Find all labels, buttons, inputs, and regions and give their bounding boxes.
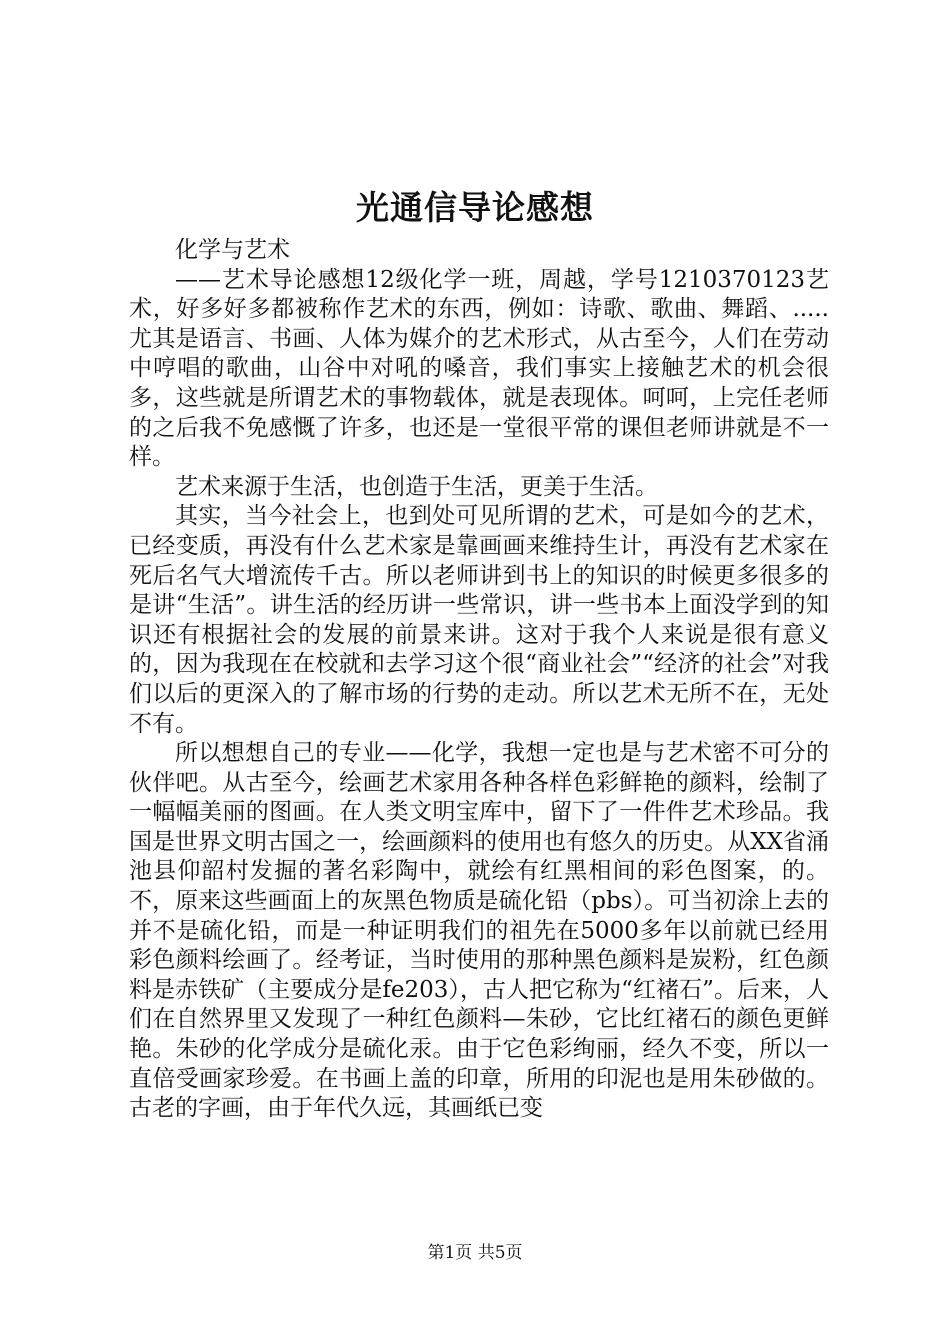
- page-title: 光通信导论感想: [356, 188, 594, 227]
- paragraph-art-source: 艺术来源于生活，也创造于生活，更美于生活。: [175, 473, 658, 500]
- paragraph-society: 其实，当今社会上，也到处可见所谓的艺术，可是如今的艺术，已经变质，再没有什么艺术家是靠画画来维持生计，再没有艺术家在死后名气大增流传千古。所以老师讲到书上的知识的时候更多很多的是讲“生活”。讲生活的经历讲一些常识，讲一些书本上面没学到的知识还有根据社会的发展的前景来讲。这对于我个人来说是很有意义的，因为我现在在校就和去学习这个很“商业社会”“经济的社会”对我们以后的更深入的了解市场的行势的走动。所以艺术无所不在，无处不有。: [129, 503, 829, 737]
- paragraph-chemistry: 所以想想自己的专业——化学，我想一定也是与艺术密不可分的伙伴吧。从古至今，绘画艺术家用各种各样色彩鲜艳的颜料，绘制了一幅幅美丽的图画。在人类文明宝库中，留下了一件件艺术珍品。我国是世界文明古国之一，绘画颜料的使用也有悠久的历史。从XX省涌池县仰韶村发掘的著名彩陶中，就绘有红黑相间的彩色图案，的。不，原来这些画面上的灰黑色物质是硫化铅（pbs）。可当初涂上去的并不是硫化铅，而是一种证明我们的祖先在5000多年以前就已经用彩色颜料绘画了。经考证，当时使用的那种黑色颜料是炭粉，红色颜料是赤铁矿（主要成分是fe203），古人把它称为“红褚石”。后来，人们在自然界里又发现了一种红色颜料—朱砂，它比红褚石的颜色更鲜艳。朱砂的化学成分是硫化汞。由于它色彩绚丽，经久不变，所以一直倍受画家珍爱。在书画上盖的印章，所用的印泥也是用朱砂做的。古老的字画，由于年代久远，其画纸已变: [129, 740, 829, 1122]
- page-footer: 第1页 共5页: [427, 1243, 523, 1263]
- paragraph-intro: ——艺术导论感想12级化学一班，周越，学号1210370123艺术，好多好多都被称作艺术的东西，例如：诗歌、歌曲、舞蹈、.....尤其是语言、书画、人体为媒介的艺术形式，从古至今，人们在劳动中哼唱的歌曲，山谷中对吼的嗓音，我们事实上接触艺术的机会很多，这些就是所谓艺术的事物载体，就是表现体。呵呵，上完任老师的之后我不免感慨了许多，也还是一堂很平常的课但老师讲就是不一样。: [129, 266, 829, 471]
- paragraph-subtitle: 化学与艺术: [175, 237, 290, 263]
- document-body: [129, 236, 829, 1124]
